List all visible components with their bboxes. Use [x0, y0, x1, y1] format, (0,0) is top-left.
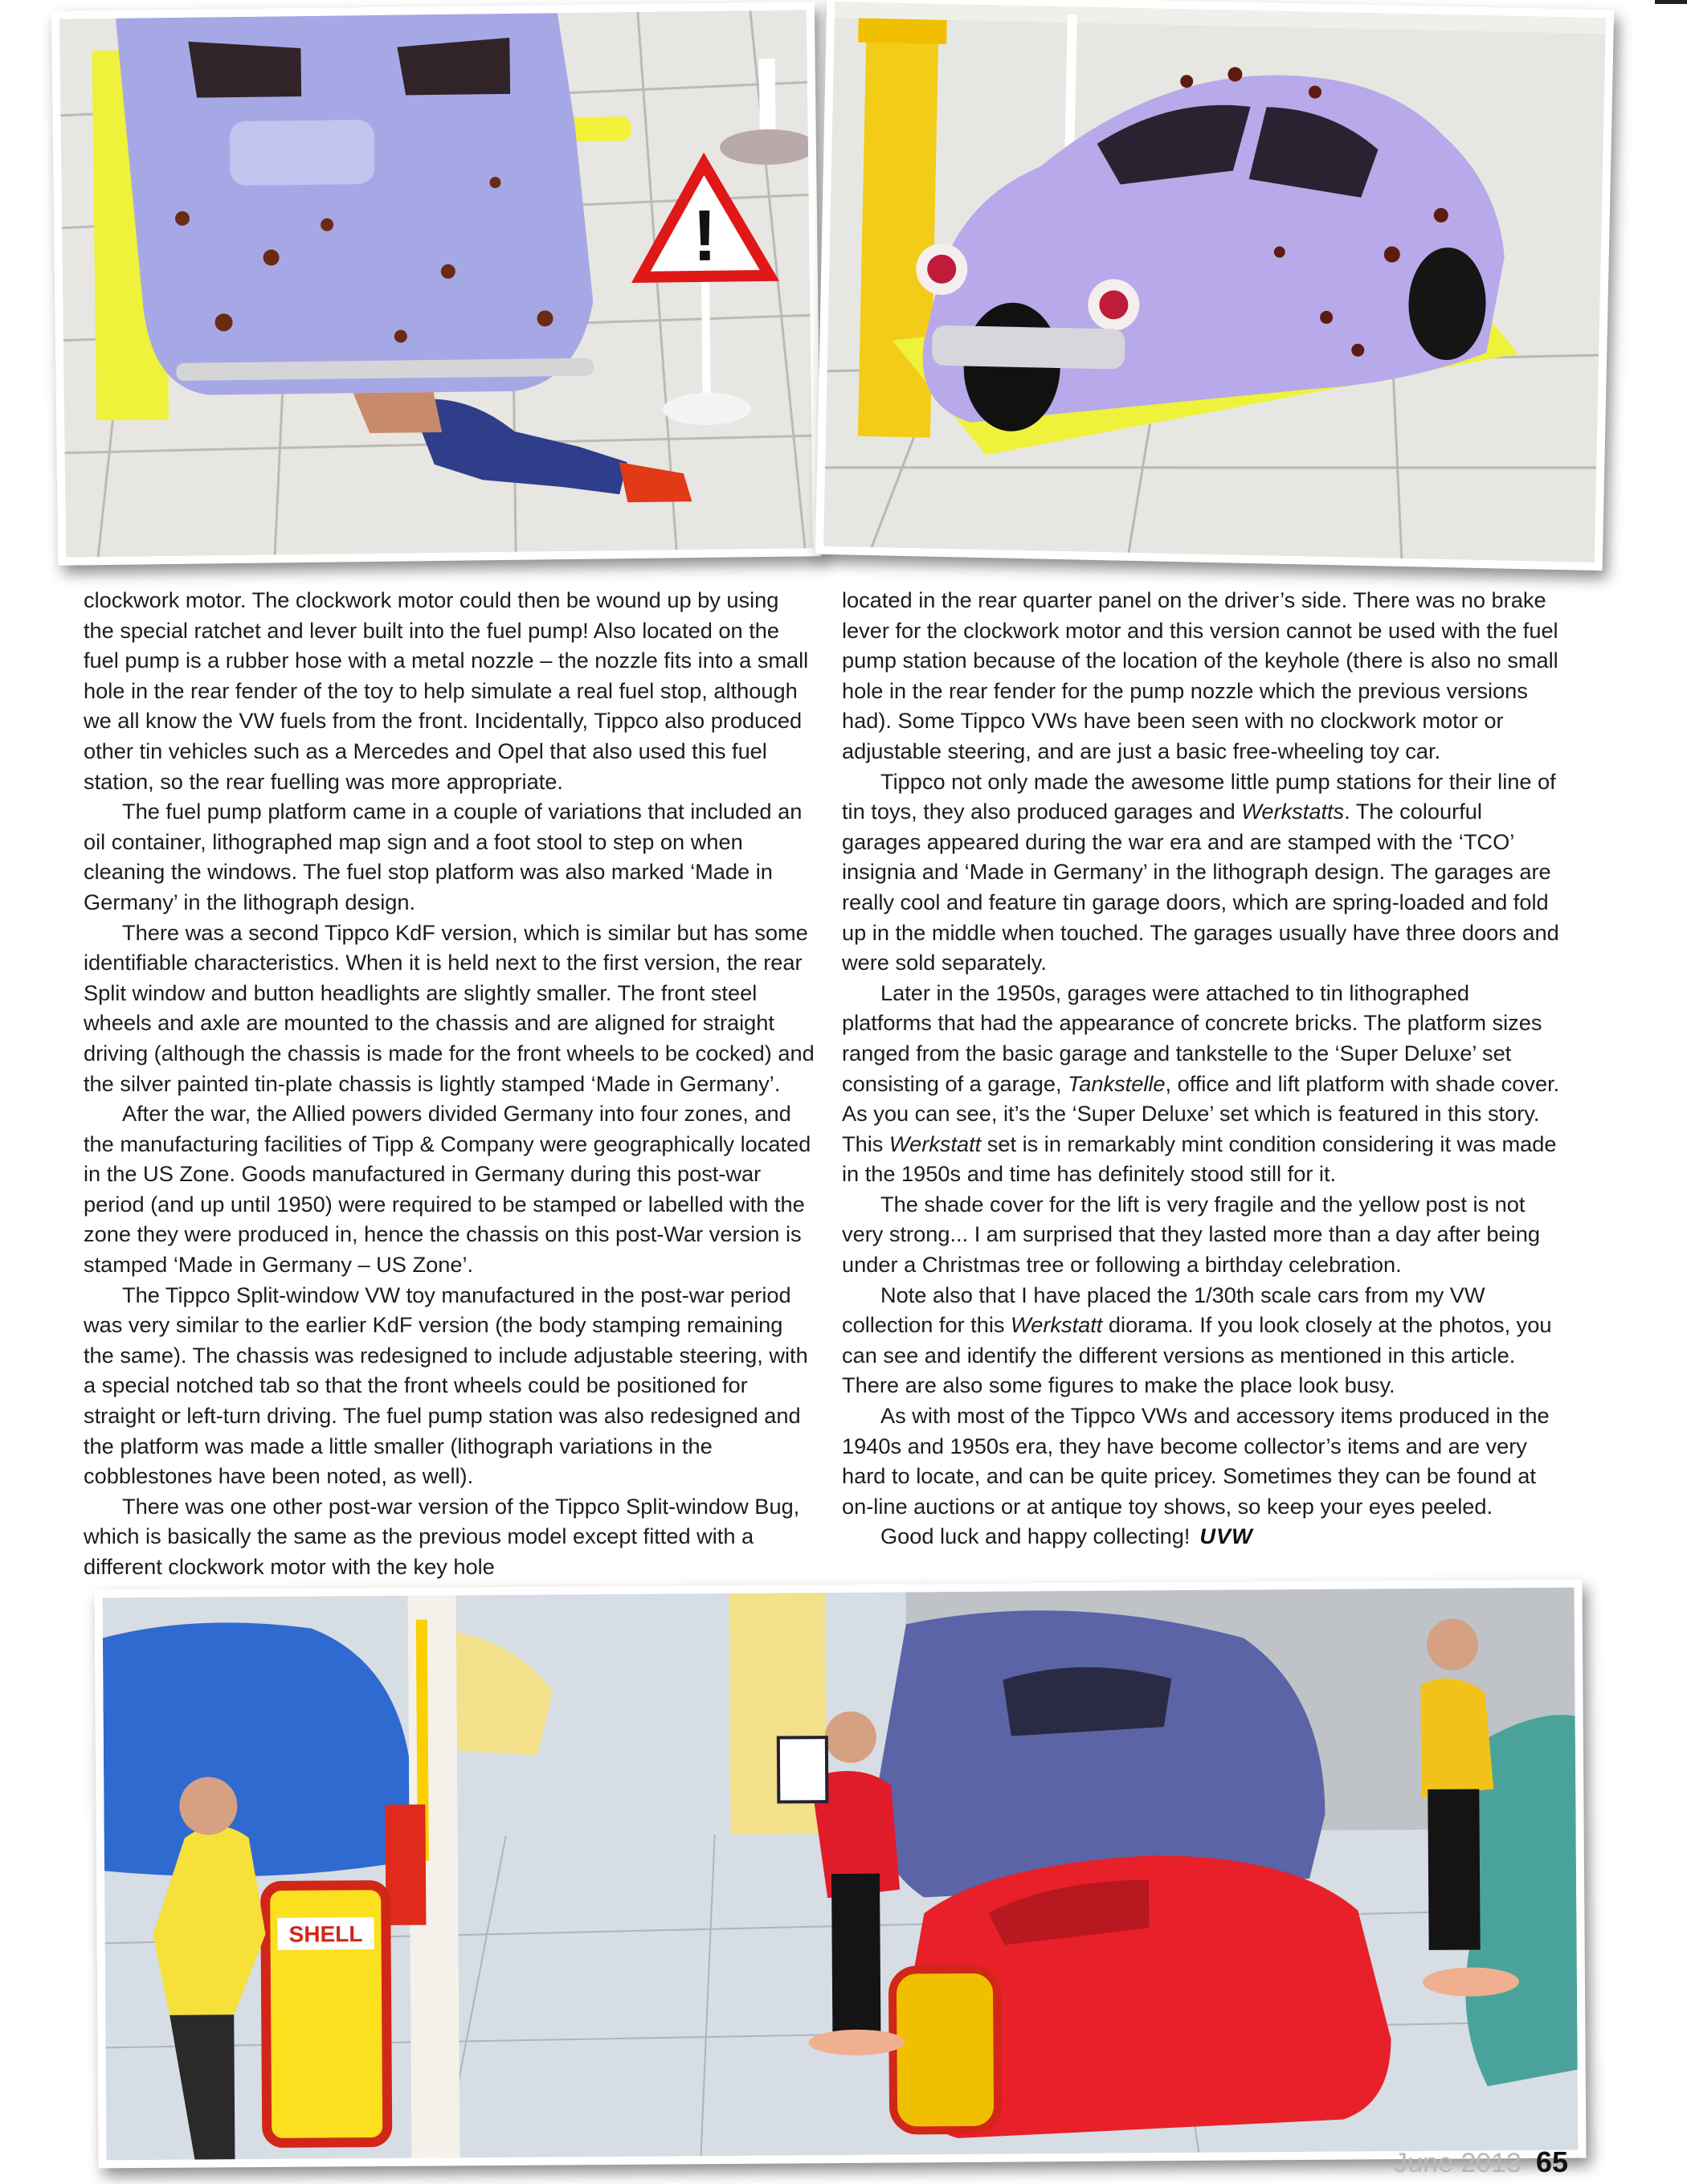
photo-vw-lift-platform-image — [823, 2, 1606, 562]
italic-term: Tankstelle — [1068, 1070, 1166, 1096]
closing-line: Good luck and happy collecting! — [880, 1523, 1191, 1549]
issue-date: June 2013 — [1394, 2148, 1522, 2178]
paragraph-text: Later in the 1950s, garages were attached to tin lithographed platforms that had the appearance of concrete bricks. The platform sizes ranged from the basic garage and tankstelle to the ‘Super Deluxe’ set consisting of a garage, — [842, 980, 1542, 1096]
paragraph: The shade cover for the lift is very fragile and the yellow post is not very strong... I am surprised that they lasted more than a day after being under a Christmas tree or following a birthday celebration. — [842, 1191, 1540, 1278]
paragraph: The fuel pump platform came in a couple of variations that included an oil container, lithographed map sign and a foot stool to step on when cleaning the windows. The fuel stop platform was also marked ‘Made in Germany’ in the lithograph design. — [84, 799, 803, 914]
italic-term: Werkstatts — [1241, 799, 1345, 824]
photo-diorama-image — [103, 1588, 1579, 2161]
page-edge-mark — [1655, 0, 1687, 4]
paragraph: There was one other post-war version of the Tippco Split-window Bug, which is basically the same as the previous model except fitted with a different clockwork motor with the key hole — [84, 1493, 800, 1579]
paragraph — [842, 767, 1565, 978]
photo-vw-rear-mechanic-image — [59, 10, 813, 557]
paragraph: clockwork motor. The clockwork motor could then be wound up by using the special ratchet and lever built into the fuel pump! Also located on the fuel pump is a rubber hose with a metal nozzle – the nozzle fits into a small hole in the rear fender of the toy to help simulate a real fuel stop, although we all know the VW fuels from the front. Incidentally, Tippco also produced other tin vehicles such as a Mercedes and Opel that also used this fuel station, so the rear fuelling was more appropriate. — [84, 587, 809, 794]
paragraph-text: , office and lift platform with shade cover. As you can see, it’s the ‘Super Deluxe’ set which is featured in this story. This — [842, 1070, 1560, 1156]
paragraph: The Tippco Split-window VW toy manufactured in the post-war period was very similar to the earlier KdF version (the body stamping remaining the same). The chassis was redesigned to include adjustable steering, with a special notched tab so that the front wheels could be positioned for straight or left-turn driving. The fuel pump station was also redesigned and the platform was made a little smaller (lithograph variations in the cobblestones have been noted, as well). — [84, 1282, 808, 1489]
italic-term: Werkstatt — [888, 1131, 982, 1156]
page-footer — [1394, 2145, 1568, 2179]
paragraph — [842, 1521, 1565, 1552]
paragraph-text: . The colourful garages appeared during the war era and are stamped with the ‘TCO’ insignia and ‘Made in Germany’ in the lithograph design. The garages are really cool and feature tin garage doors, which are spring-loaded and fold up in the middle when touched. The garages usually have three doors and were sold separately. — [842, 799, 1559, 975]
shell-pump-sign: SHELL — [288, 1921, 363, 1947]
photo-vw-rear-mechanic — [51, 2, 821, 566]
italic-term: Werkstatt — [1011, 1312, 1103, 1338]
svg-text:!: ! — [692, 195, 717, 277]
photo-vw-lift-platform — [815, 0, 1614, 571]
paragraph — [842, 978, 1565, 1189]
paragraph — [842, 1280, 1565, 1401]
page-number: 65 — [1535, 2145, 1568, 2178]
paragraph-text: Note also that I have placed the 1/30th scale cars from my VW collection for this — [842, 1282, 1485, 1338]
paragraph: There was a second Tippco KdF version, which is similar but has some identifiable characteristics. When it is held next to the first version, the rear Split window and button headlights are slightly smaller. The front steel wheels and axle are mounted to the chassis and are aligned for straight driving (although the chassis is made for the front wheels to be cocked) and the silver painted tin-plate chassis is lightly stamped ‘Made in Germany’. — [84, 919, 815, 1096]
paragraph-text: diorama. If you look closely at the photos, you can see and identify the different versions as mentioned in this article. There are also some figures to make the place look busy. — [842, 1312, 1552, 1398]
signoff-logo: UVW — [1199, 1523, 1253, 1549]
paragraph-text: Tippco not only made the awesome little pump stations for their line of tin toys, they also produced garages and — [842, 768, 1556, 824]
article-column-left — [84, 585, 815, 1582]
paragraph: As with most of the Tippco VWs and accessory items produced in the 1940s and 1950s era, they have become collector’s items and are very hard to locate, and can be quite pricey. Sometimes they can be found at on-line auctions or at antique toy shows, so keep your eyes peeled. — [842, 1403, 1550, 1519]
photo-diorama-fuel-station — [95, 1580, 1587, 2169]
paragraph-text: set is in remarkably mint condition considering it was made in the 1950s and time has definitely stood still for it. — [842, 1131, 1557, 1187]
article-column-right — [842, 585, 1565, 1552]
paragraph: located in the rear quarter panel on the driver’s side. There was no brake lever for the clockwork motor and this version cannot be used with the fuel pump station because of the location of the keyhole (there is also no small hole in the rear fender for the pump nozzle which the previous versions had). Some Tippco VWs have been seen with no clockwork motor or adjustable steering, and are just a basic free-wheeling toy car. — [842, 587, 1558, 763]
paragraph: After the war, the Allied powers divided Germany into four zones, and the manufacturing facilities of Tipp & Company were geographically located in the US Zone. Goods manufactured in Germany during this post-war period (and up until 1950) were required to be stamped or labelled with the zone they were produced in, hence the chassis on this post-War version is stamped ‘Made in Germany – US Zone’. — [84, 1101, 811, 1278]
